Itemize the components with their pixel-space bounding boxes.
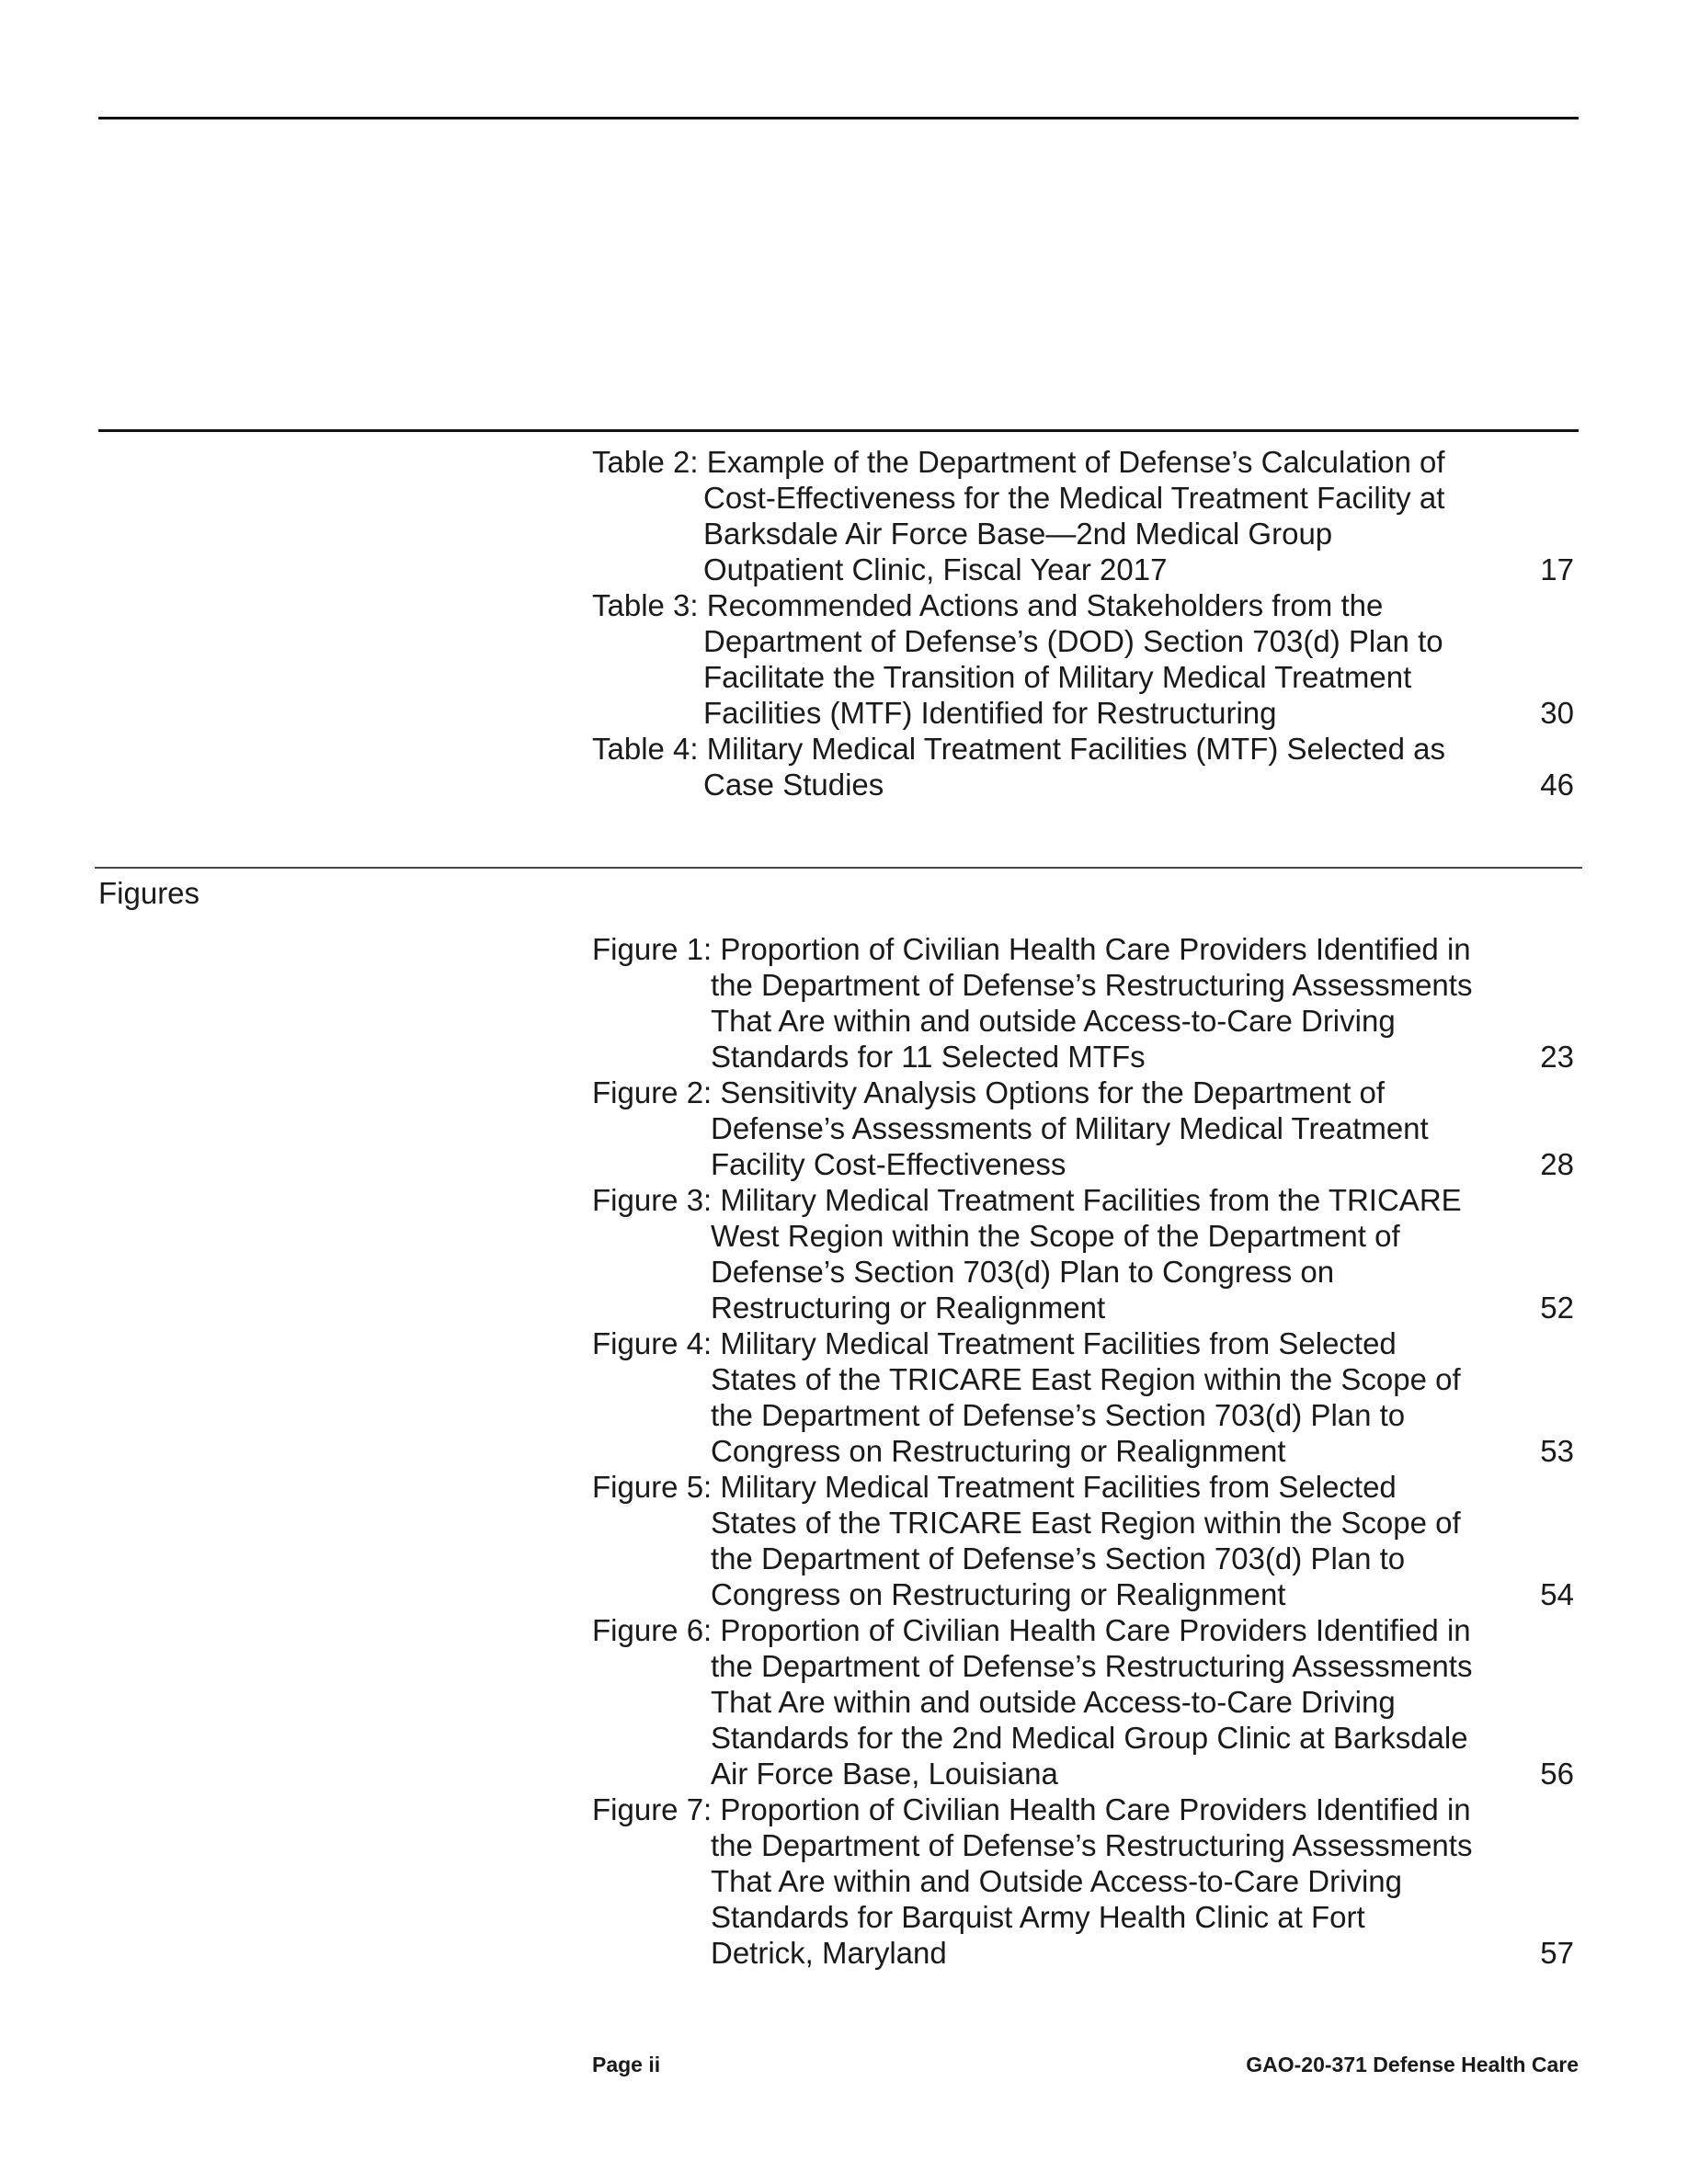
figure-entry-title: Figure 2: Sensitivity Analysis Options for the Department of Defense’s Assessments of Military Medical Treatment Facility Cost-Effectiveness <box>592 1075 1429 1181</box>
figure-entry-title: Figure 6: Proportion of Civilian Health Care Providers Identified in the Department of Defense’s Restructuring Assessments That Are within and outside Access-to-Care Driving Standards for the 2nd Medical Group Clinic at Barksdale Air Force Base, Louisiana <box>592 1613 1473 1791</box>
figure-entry-title: Figure 4: Military Medical Treatment Facilities from Selected States of the TRICARE East Region within the Scope of the Department of Defense’s Section 703(d) Plan to Congress on Restructuring or Realignment <box>592 1326 1461 1468</box>
figure-entry-page: 53 <box>1540 1434 1574 1468</box>
figure-entry-page: 57 <box>1540 1936 1574 1970</box>
footer-report-title: GAO-20-371 Defense Health Care <box>1246 2053 1579 2076</box>
table-entry-page: 30 <box>1540 696 1574 730</box>
table-entry[interactable] <box>592 444 1574 587</box>
figure-entry-page: 54 <box>1540 1577 1574 1611</box>
tables-divider <box>98 429 1579 432</box>
figure-entry-title: Figure 3: Military Medical Treatment Facilities from the TRICARE West Region within the Scope of the Department of Defense’s Section 703(d) Plan to Congress on Restructuring or Realignment <box>592 1183 1462 1325</box>
footer-page-number: Page ii <box>592 2053 661 2076</box>
figures-list <box>592 931 1574 1971</box>
figure-entry[interactable] <box>592 1612 1574 1792</box>
table-entry-title: Table 4: Military Medical Treatment Facilities (MTF) Selected as Case Studies <box>592 732 1445 802</box>
figure-entry[interactable] <box>592 931 1574 1075</box>
table-entry[interactable] <box>592 587 1574 731</box>
table-entry-page: 17 <box>1540 552 1574 586</box>
figures-heading: Figures <box>98 876 200 910</box>
figure-entry-title: Figure 1: Proportion of Civilian Health Care Providers Identified in the Department of Defense’s Restructuring Assessments That Are within and outside Access-to-Care Driving Standards for 11 Selected MTFs <box>592 932 1473 1074</box>
figure-entry[interactable] <box>592 1469 1574 1612</box>
figure-entry[interactable] <box>592 1792 1574 1971</box>
figure-entry-page: 56 <box>1540 1757 1574 1791</box>
figure-entry-title: Figure 5: Military Medical Treatment Facilities from Selected States of the TRICARE East Region within the Scope of the Department of Defense’s Section 703(d) Plan to Congress on Restructuring or Realignment <box>592 1470 1461 1611</box>
figure-entry-page: 52 <box>1540 1291 1574 1325</box>
table-entry-title: Table 3: Recommended Actions and Stakeholders from the Department of Defense’s (DOD) Section 703(d) Plan to Facilitate the Transition of Military Medical Treatment Facilities (MTF) Identified for Restructuring <box>592 588 1443 730</box>
figure-entry[interactable] <box>592 1325 1574 1469</box>
tables-list <box>592 444 1574 802</box>
figures-divider <box>95 867 1582 869</box>
table-entry-page: 46 <box>1540 768 1574 802</box>
table-entry-title: Table 2: Example of the Department of Defense’s Calculation of Cost-Effectiveness for the Medical Treatment Facility at Barksdale Air Force Base—2nd Medical Group Outpatient Clinic, Fiscal Year 2017 <box>592 445 1445 586</box>
figure-entry-page: 23 <box>1540 1040 1574 1074</box>
figure-entry-title: Figure 7: Proportion of Civilian Health Care Providers Identified in the Department of Defense’s Restructuring Assessments That Are within and Outside Access-to-Care Driving Standards for Barquist Army Health Clinic at Fort Detrick, Maryland <box>592 1792 1473 1970</box>
figure-entry[interactable] <box>592 1075 1574 1182</box>
figure-entry-page: 28 <box>1540 1147 1574 1181</box>
table-entry[interactable] <box>592 731 1574 802</box>
figure-entry[interactable] <box>592 1182 1574 1325</box>
top-divider <box>98 117 1579 119</box>
